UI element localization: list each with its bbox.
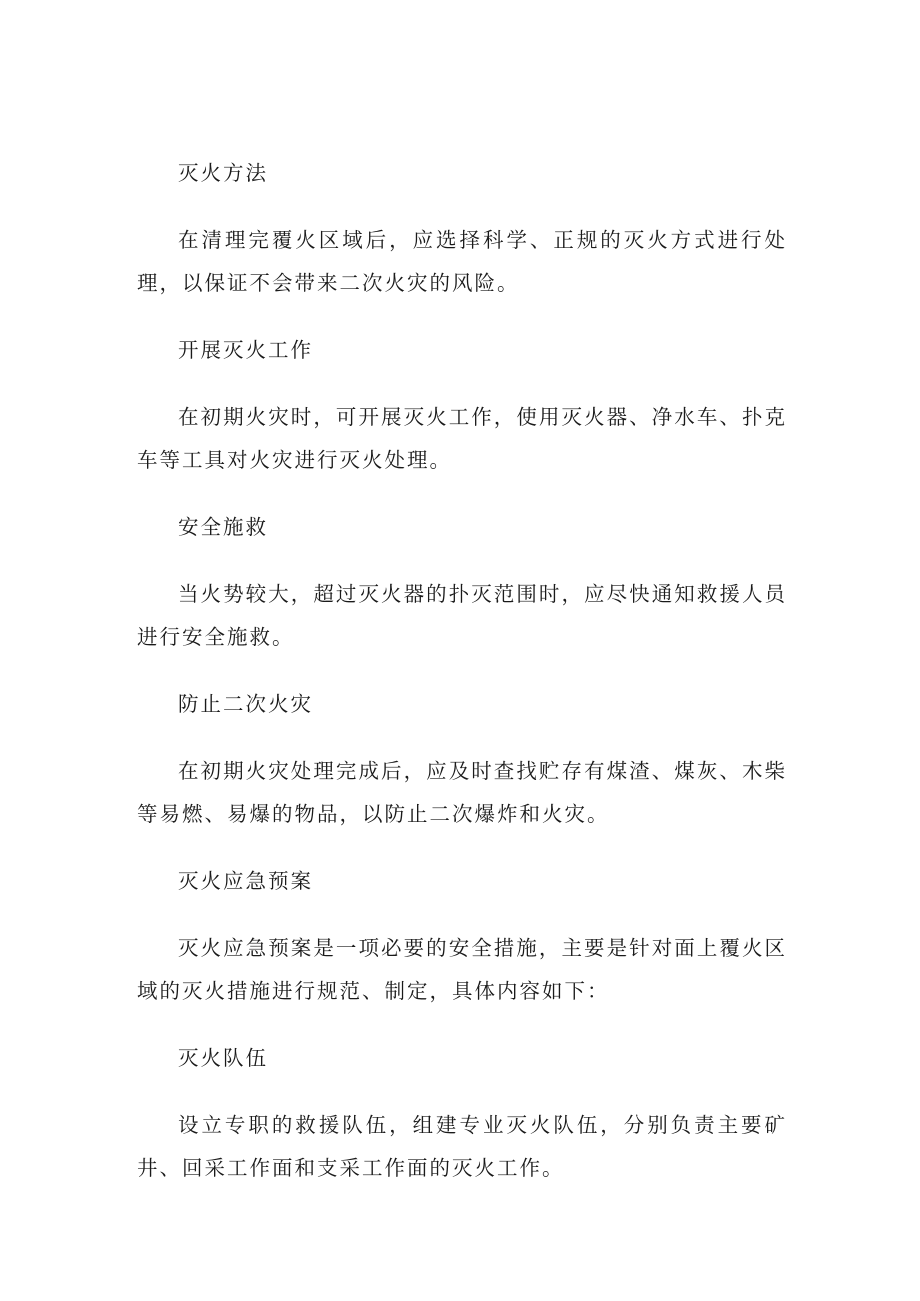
- section-paragraph-fire-team: 设立专职的救援队伍，组建专业灭火队伍，分别负责主要矿井、回采工作面和支采工作面的灭火工作。: [137, 1113, 787, 1180]
- section-heading-fire-method: 灭火方法: [178, 161, 268, 185]
- section-paragraph-firefighting-work: 在初期火灾时，可开展灭火工作，使用灭火器、净水车、扑克车等工具对火灾进行灭火处理。: [137, 405, 787, 472]
- document-body: [137, 152, 787, 1214]
- section-heading-fire-team: 灭火队伍: [178, 1046, 268, 1070]
- section-heading-safety-rescue: 安全施救: [178, 515, 268, 539]
- section-paragraph-safety-rescue: 当火势较大，超过灭火器的扑灭范围时，应尽快通知救援人员进行安全施救。: [137, 582, 787, 649]
- section-heading-emergency-plan: 灭火应急预案: [178, 869, 313, 893]
- section-heading-prevent-secondary-fire: 防止二次火灾: [178, 692, 313, 716]
- section-paragraph-prevent-secondary-fire: 在初期火灾处理完成后，应及时查找贮存有煤渣、煤灰、木柴等易燃、易爆的物品，以防止二次爆炸和火灾。: [137, 759, 787, 826]
- section-paragraph-emergency-plan: 灭火应急预案是一项必要的安全措施，主要是针对面上覆火区域的灭火措施进行规范、制定，具体内容如下：: [137, 936, 787, 1003]
- section-heading-firefighting-work: 开展灭火工作: [178, 338, 313, 362]
- section-paragraph-fire-method: 在清理完覆火区域后，应选择科学、正规的灭火方式进行处理，以保证不会带来二次火灾的风险。: [137, 228, 787, 295]
